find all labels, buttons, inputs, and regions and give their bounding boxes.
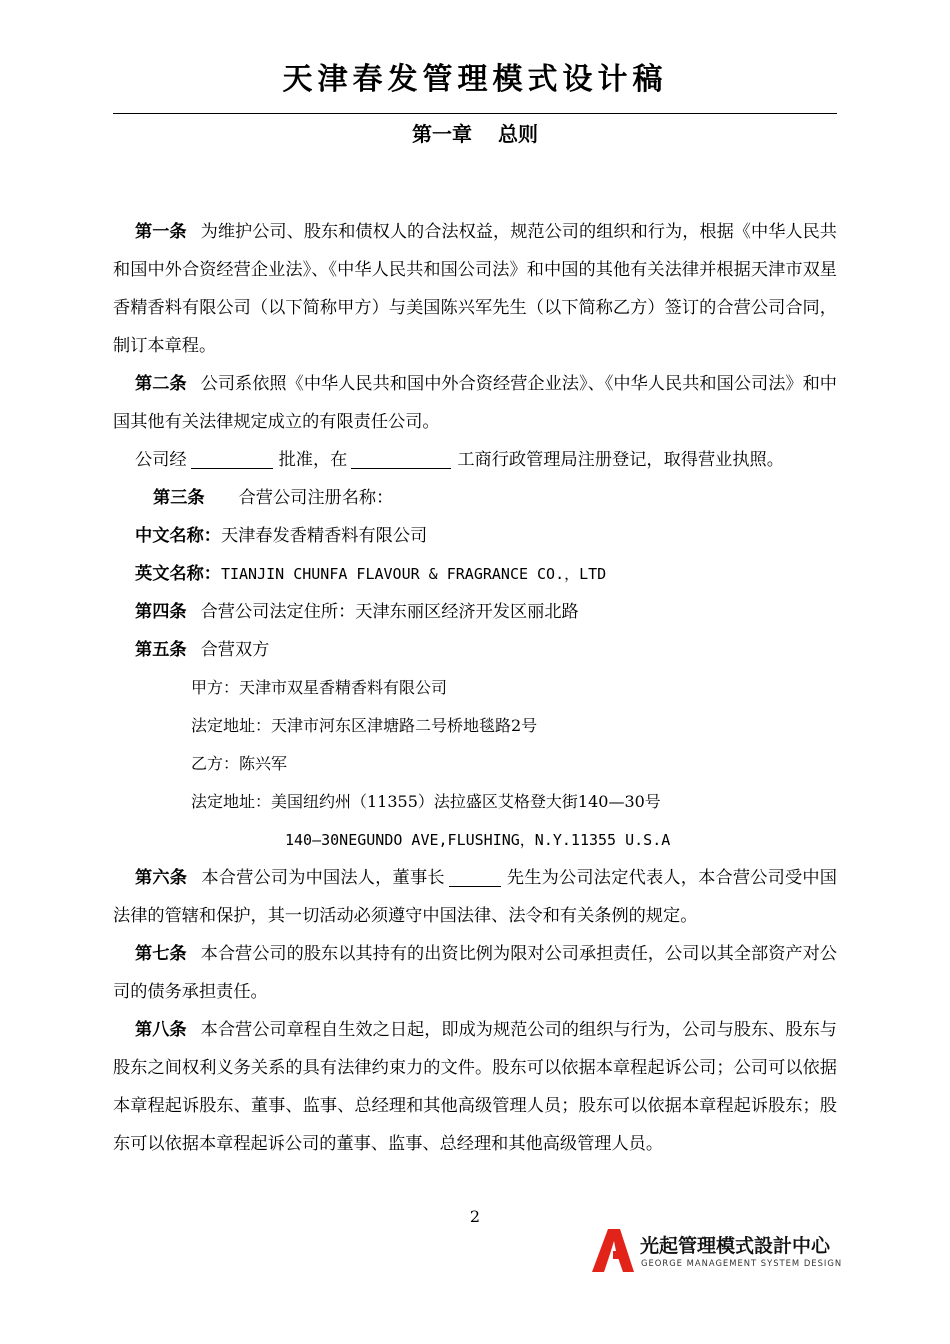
article-6	[113, 859, 837, 935]
article-4	[113, 593, 837, 631]
article-2-label: 第二条	[135, 374, 187, 394]
party-b: 乙方：陈兴军	[191, 754, 288, 773]
document-body	[113, 213, 837, 1163]
page-title: 天津春发管理模式设计稿	[282, 62, 668, 97]
party-a-address: 法定地址：天津市河东区津塘路二号桥地毯路2号	[191, 716, 538, 735]
company-logo	[590, 1228, 843, 1272]
logo-chinese-text: 光起管理模式設計中心	[640, 1235, 831, 1257]
registration-text-2: 批准，在	[278, 450, 348, 470]
article-1-text: 为维护公司、股东和债权人的合法权益，规范公司的组织和行为，根据《中华人民共和国中外合资经营企业法》、《中华人民共和国公司法》和中国的其他有关法律并根据天津市双星香精香料有限公司（以下简称甲方）与美国陈兴军先生（以下简称乙方）签订的合营公司合同，制订本章程。	[113, 222, 837, 356]
article-6-text-1: 本合营公司为中国法人，董事长	[201, 868, 445, 888]
party-b-address: 法定地址：美国纽约州（11355）法拉盛区艾格登大街140—30号	[191, 792, 661, 811]
article-1-label: 第一条	[135, 222, 187, 242]
article-8	[113, 1011, 837, 1163]
approval-authority-blank	[191, 446, 273, 469]
party-b-address-english: 140—30NEGUNDO AVE,FLUSHING，N.Y.11355 U.S.A	[285, 831, 671, 849]
logo-a-icon	[590, 1228, 636, 1272]
article-5-label: 第五条	[135, 640, 187, 660]
article-3	[113, 479, 837, 517]
chapter-heading	[0, 118, 950, 147]
chapter-name: 总则	[498, 122, 538, 146]
article-2	[113, 365, 837, 441]
article-4-text: 合营公司法定住所：天津东丽区经济开发区丽北路	[200, 602, 579, 622]
article-2-text: 公司系依照《中华人民共和国中外合资经营企业法》、《中华人民共和国公司法》和中国其他有关法律规定成立的有限责任公司。	[113, 374, 837, 432]
page-number: 2	[469, 1207, 481, 1226]
chapter-number: 第一章	[412, 122, 472, 146]
article-3-label: 第三条	[153, 488, 205, 508]
article-8-label: 第八条	[135, 1020, 187, 1040]
article-2-registration	[113, 441, 837, 479]
chinese-name-label: 中文名称：	[135, 526, 221, 546]
chinese-name-line	[113, 517, 837, 555]
article-3-text: 合营公司注册名称：	[238, 488, 394, 508]
logo-mark-shape	[592, 1229, 634, 1272]
article-4-label: 第四条	[135, 602, 187, 622]
logo-english-text: GEORGE MANAGEMENT SYSTEM DESIGN	[641, 1258, 843, 1268]
chairman-name-blank	[449, 864, 501, 887]
registration-office-blank	[351, 446, 451, 469]
article-6-label: 第六条	[135, 868, 188, 888]
title-divider	[113, 113, 837, 114]
registration-text-1: 公司经	[135, 450, 187, 470]
chinese-name: 天津春发香精香料有限公司	[220, 526, 428, 546]
article-7-label: 第七条	[135, 944, 187, 964]
english-name-line	[113, 555, 837, 593]
article-5	[113, 631, 837, 669]
party-a: 甲方：天津市双星香精香料有限公司	[191, 678, 448, 697]
article-1	[113, 213, 837, 365]
english-name-label: 英文名称：	[135, 564, 221, 584]
article-6-text-2: 先生为公司法定代表人，本合营公司受中国法律的管辖和保护，其一切活动必须遵守中国法律、法令和有关条例的规定。	[113, 868, 837, 926]
article-7	[113, 935, 837, 1011]
article-5-text: 合营双方	[200, 640, 270, 660]
registration-text-3: 工商行政管理局注册登记，取得营业执照。	[457, 450, 784, 470]
article-8-text: 本合营公司章程自生效之日起，即成为规范公司的组织与行为，公司与股东、股东与股东之间权利义务关系的具有法律约束力的文件。股东可以依据本章程起诉公司；公司可以依据本章程起诉股东、董事、监事、总经理和其他高级管理人员；股东可以依据本章程起诉股东；股东可以依据本章程起诉公司的董事、监事、总经理和其他高级管理人员。	[113, 1020, 837, 1154]
english-name: TIANJIN CHUNFA FLAVOUR & FRAGRANCE CO.，LTD	[220, 565, 607, 583]
article-7-text: 本合营公司的股东以其持有的出资比例为限对公司承担责任，公司以其全部资产对公司的债务承担责任。	[113, 944, 837, 1002]
